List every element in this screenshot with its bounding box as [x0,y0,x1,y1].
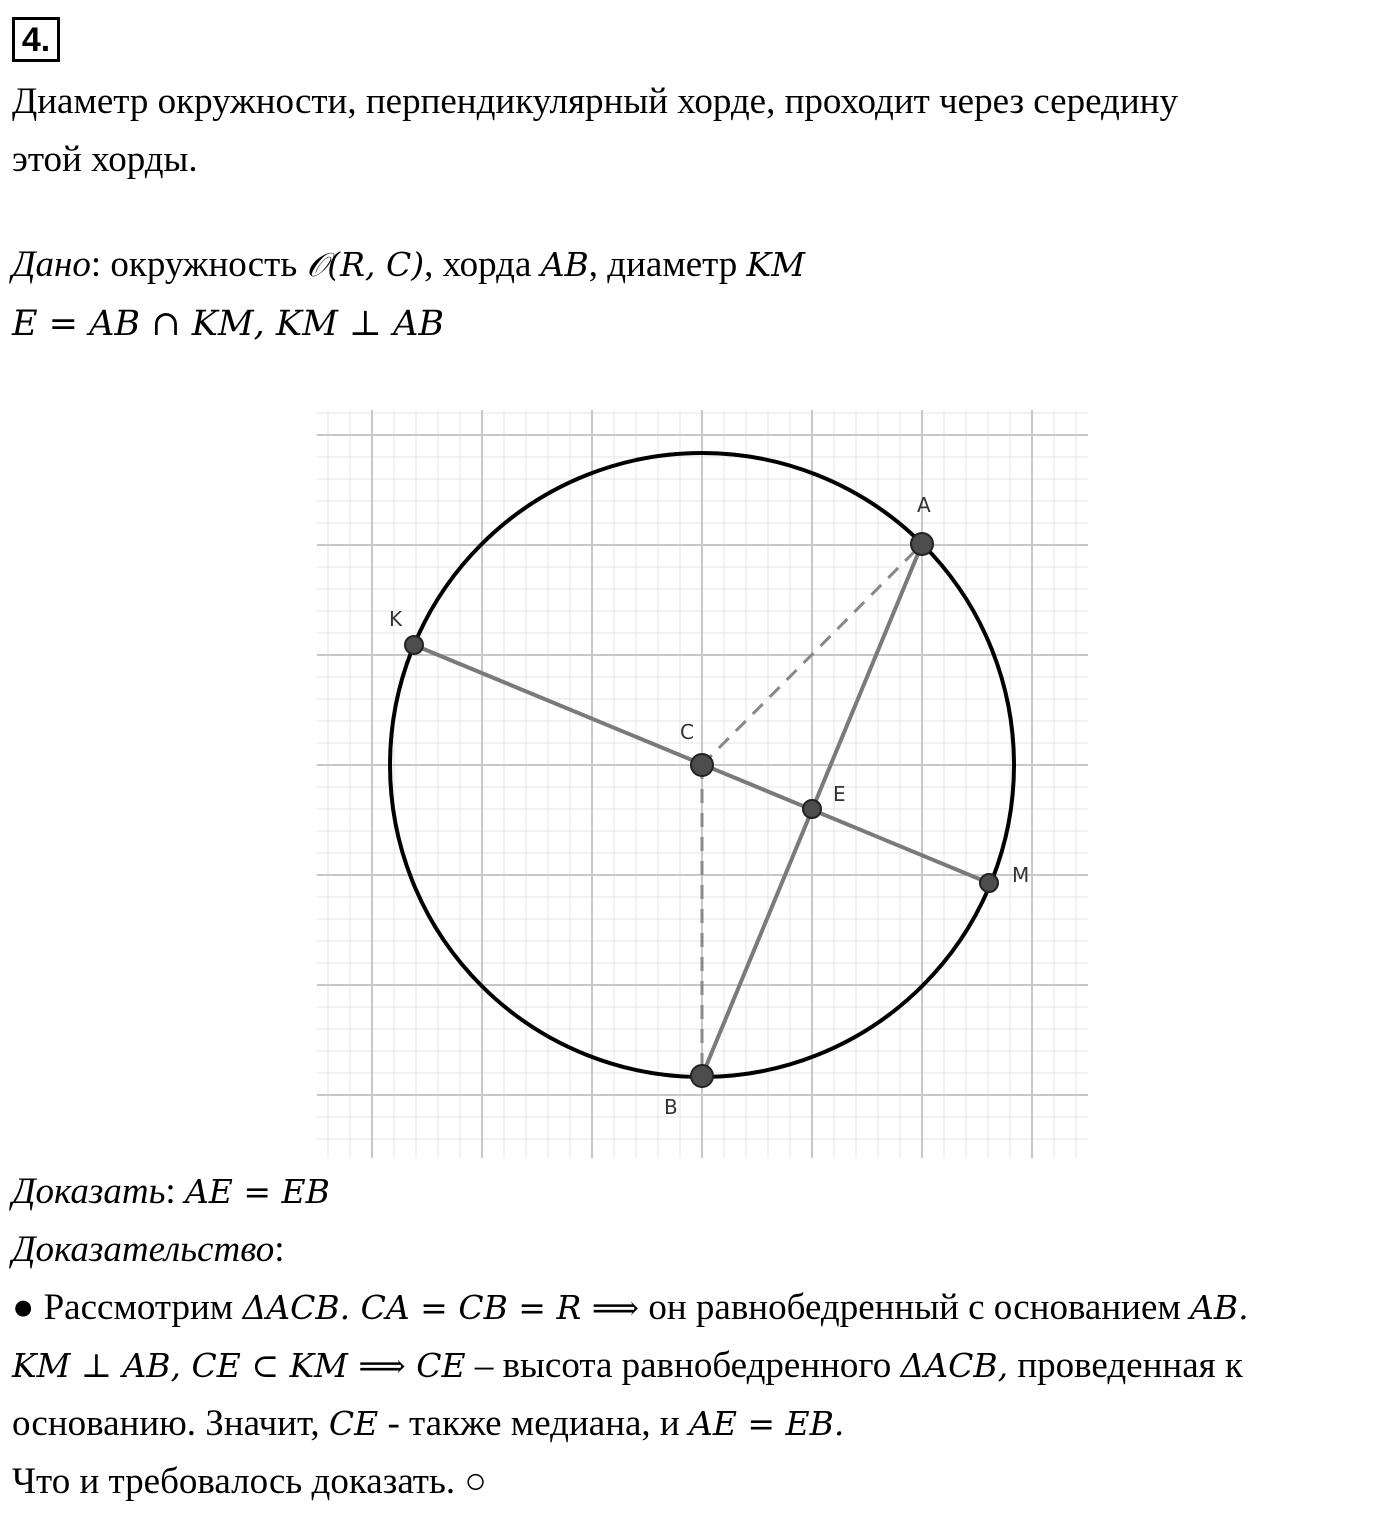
proof-l1-a: ● Рассмотрим [12,1287,243,1328]
point-c [691,754,713,776]
proof-line-2 [12,1344,1243,1388]
prove-statement: AE = EB [184,1172,330,1211]
proof-l3-a: основанию. Значит, [12,1403,329,1444]
proof-label: Доказательство [12,1229,275,1270]
label-b: B [664,1095,678,1119]
proof-l3-m2: AE = EB. [688,1404,845,1443]
point-k [405,636,423,654]
point-a [911,533,933,555]
proof-l3-m1: CE [328,1404,379,1443]
given-label: Дано [12,244,91,285]
point-m [980,874,998,892]
label-c: C [680,720,694,744]
proof-colon: : [274,1229,285,1270]
label-m: M [1012,863,1030,887]
proof-l1-b: он равнобедренный с основанием [639,1287,1191,1328]
proof-l2-c: проведенная к [1008,1345,1243,1386]
proof-heading [12,1228,285,1272]
given-diameter: KM [746,245,805,284]
proof-line-1 [12,1286,1249,1330]
given-chord: AB [540,245,589,284]
statement-line-2: этой хорды. [12,139,198,180]
point-e [803,800,821,818]
prove-line [12,1170,330,1214]
label-a: A [917,493,931,517]
given-line-2: E = AB ∩ KM, KM ⊥ AB [12,304,445,344]
proof-end: Что и требовалось доказать. ○ [12,1461,487,1502]
given-text-3: , диаметр [588,244,747,285]
proof-l1-m1: ΔACB. CA = CB = R ⟹ [242,1288,640,1327]
prove-colon: : [165,1171,185,1212]
prove-label: Доказать [12,1171,166,1212]
given-text-2: , хорда [424,244,541,285]
proof-l2-b: – высота равнобедренного [465,1345,901,1386]
problem-number: 4. [12,17,60,62]
given-circle: 𝒪(R, C) [306,245,425,284]
point-b [691,1065,713,1087]
label-e: E [833,782,846,806]
grid-major [317,410,1088,1158]
statement-line-1: Диаметр окружности, перпендикулярный хорде, проходит через середину [12,81,1178,122]
proof-l1-m2: AB. [1190,1288,1249,1327]
proof-l2-m2: ΔACB, [900,1346,1009,1385]
proof-l2-m1: KM ⊥ AB, CE ⊂ KM ⟹ CE [12,1346,466,1385]
label-k: K [389,607,403,631]
proof-l3-b: - также медиана, и [378,1403,689,1444]
proof-line-3 [12,1402,844,1446]
given-text-1: : окружность [90,244,307,285]
